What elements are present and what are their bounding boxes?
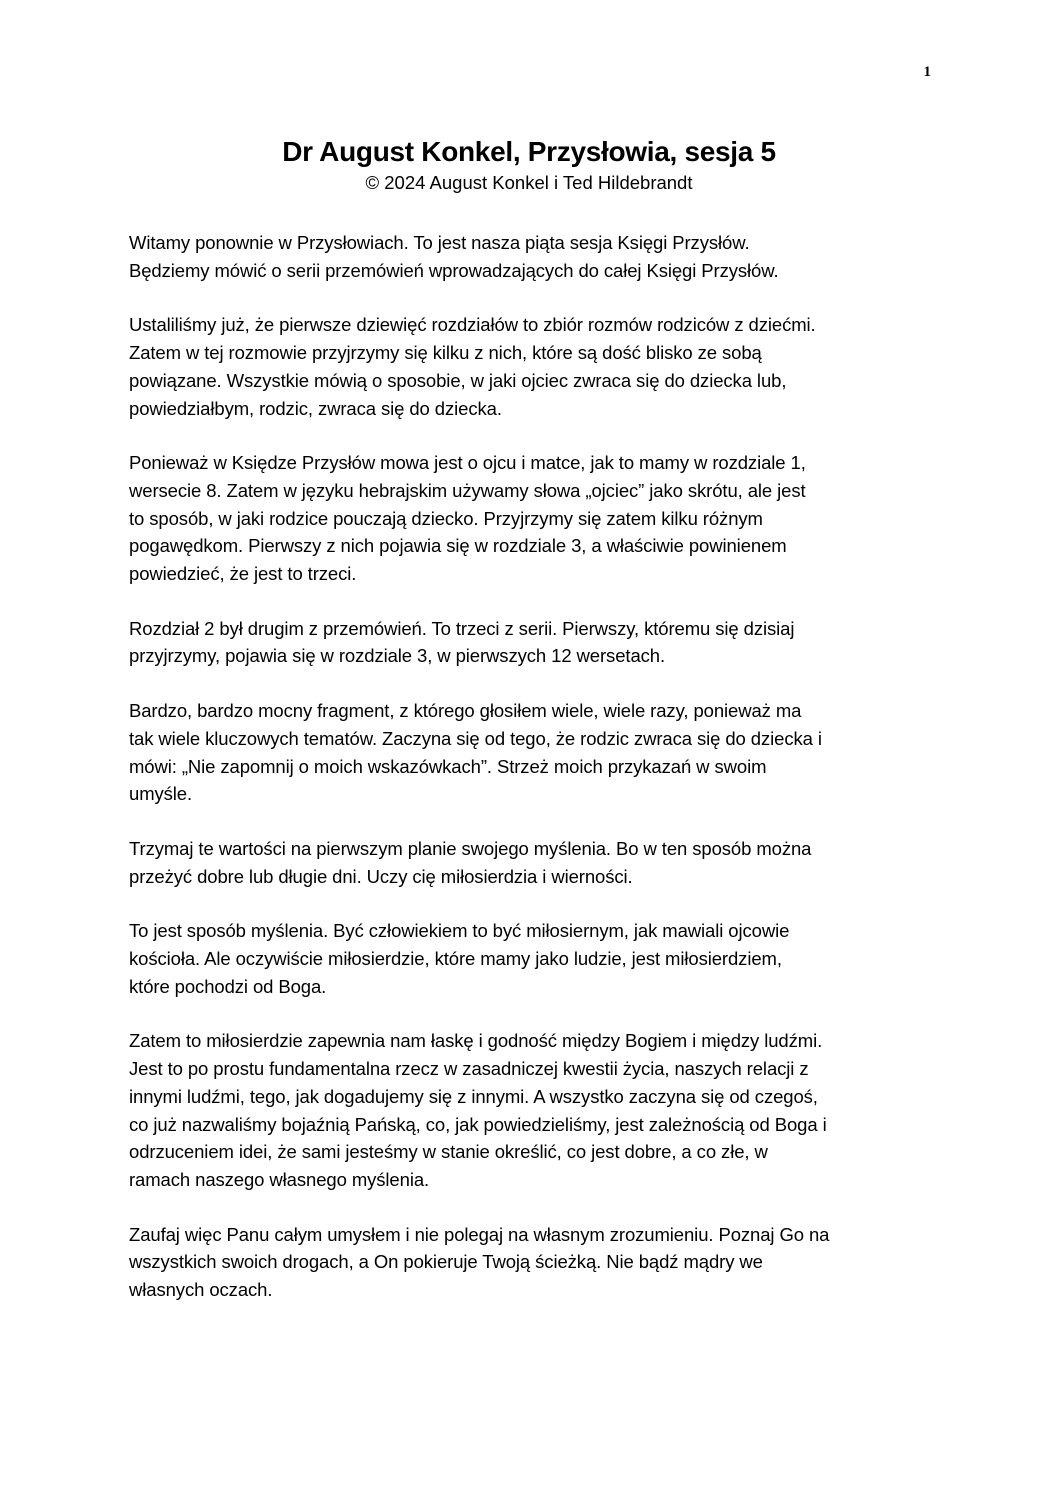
paragraph — [129, 1221, 949, 1304]
text-line: Rozdział 2 był drugim z przemówień. To trzeci z serii. Pierwszy, któremu się dzisiaj — [129, 617, 795, 639]
text-line: które pochodzi od Boga. — [129, 975, 327, 997]
text-line: pogawędkom. Pierwszy z nich pojawia się w rozdziale 3, a właściwie powinienem — [129, 535, 787, 557]
text-line: Bardzo, bardzo mocny fragment, z którego głosiłem wiele, wiele razy, ponieważ ma — [129, 700, 802, 722]
text-line: Ponieważ w Księdze Przysłów mowa jest o ojcu i matce, jak to mamy w rozdziale 1, — [129, 452, 806, 474]
text-line: co już nazwaliśmy bojaźnią Pańską, co, jak powiedzieliśmy, jest zależnością od Boga i — [129, 1113, 827, 1135]
text-line: powiedziałbym, rodzic, zwraca się do dziecka. — [129, 397, 502, 419]
text-line: odrzuceniem idei, że sami jesteśmy w stanie określić, co jest dobre, a co złe, w — [129, 1141, 768, 1163]
text-line: Zatem w tej rozmowie przyjrzymy się kilku z nich, które są dość blisko ze sobą — [129, 342, 762, 364]
paragraph — [129, 917, 949, 1000]
text-line: kościoła. Ale oczywiście miłosierdzie, które mamy jako ludzie, jest miłosierdziem, — [129, 948, 782, 970]
text-line: własnych oczach. — [129, 1279, 273, 1301]
text-line: tak wiele kluczowych tematów. Zaczyna się od tego, że rodzic zwraca się do dziecka i — [129, 727, 822, 749]
paragraph — [129, 835, 949, 890]
document-subtitle: © 2024 August Konkel i Ted Hildebrandt — [365, 172, 693, 193]
text-line: Witamy ponownie w Przysłowiach. To jest nasza piąta sesja Księgi Przysłów. — [129, 232, 750, 253]
text-line: powiązane. Wszystkie mówią o sposobie, w jaki ojciec zwraca się do dziecka lub, — [129, 369, 787, 391]
paragraph — [129, 229, 949, 284]
text-line: to sposób, w jaki rodzice pouczają dziecko. Przyjrzymy się zatem kilku różnym — [129, 507, 763, 529]
text-line: To jest sposób myślenia. Być człowiekiem to być miłosiernym, jak mawiali ojcowie — [129, 920, 790, 942]
text-line: Zaufaj więc Panu całym umysłem i nie polegaj na własnym zrozumieniu. Poznaj Go na — [129, 1223, 830, 1245]
document-body — [129, 229, 949, 1331]
text-line: wersecie 8. Zatem w języku hebrajskim używamy słowa „ojciec” jako skrótu, ale jest — [129, 479, 806, 501]
paragraph — [129, 311, 949, 422]
text-line: umyśle. — [129, 783, 193, 805]
paragraph — [129, 615, 949, 670]
paragraph — [129, 1027, 949, 1193]
text-line: Ustaliliśmy już, że pierwsze dziewięć rozdziałów to zbiór rozmów rodziców z dziećmi. — [129, 314, 816, 336]
text-line: przeżyć dobre lub długie dni. Uczy cię miłosierdzia i wierności. — [129, 865, 633, 887]
page-number: 1 — [923, 64, 931, 80]
text-line: Będziemy mówić o serii przemówień wprowadzających do całej Księgi Przysłów. — [129, 259, 779, 281]
text-line: Zatem to miłosierdzie zapewnia nam łaskę i godność między Bogiem i między ludźmi. — [129, 1030, 823, 1052]
paragraph — [129, 697, 949, 808]
text-line: innymi ludźmi, tego, jak dogadujemy się z innymi. A wszystko zaczyna się od czegoś, — [129, 1085, 818, 1107]
text-line: powiedzieć, że jest to trzeci. — [129, 563, 357, 585]
paragraph — [129, 449, 949, 588]
text-line: Trzymaj te wartości na pierwszym planie swojego myślenia. Bo w ten sposób można — [129, 837, 812, 859]
text-line: Jest to po prostu fundamentalna rzecz w zasadniczej kwestii życia, naszych relacji z — [129, 1058, 809, 1080]
document-title: Dr August Konkel, Przysłowia, sesja 5 — [282, 136, 776, 167]
text-line: ramach naszego własnego myślenia. — [129, 1168, 430, 1190]
text-line: mówi: „Nie zapomnij o moich wskazówkach”. Strzeż moich przykazań w swoim — [129, 755, 767, 777]
text-line: wszystkich swoich drogach, a On pokieruje Twoją ścieżką. Nie bądź mądry we — [129, 1251, 763, 1273]
text-line: przyjrzymy, pojawia się w rozdziale 3, w pierwszych 12 wersetach. — [129, 645, 666, 667]
document-header — [0, 134, 1058, 196]
